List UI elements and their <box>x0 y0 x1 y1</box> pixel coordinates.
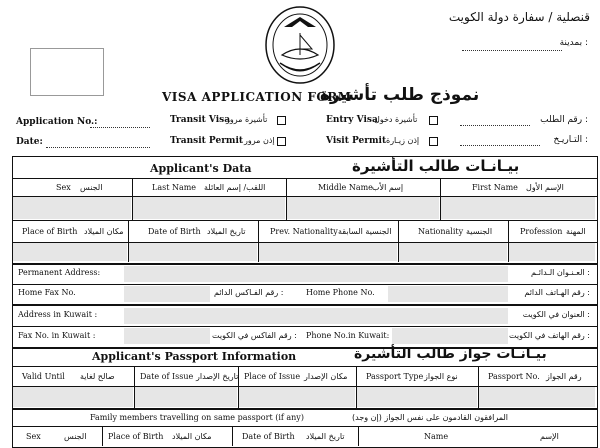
city-label: بمدينة : <box>559 38 588 48</box>
passport-type-label: Passport Type <box>366 372 424 381</box>
form-title-en: VISA APPLICATION FORM <box>162 90 352 104</box>
prev-nationality-label: Prev. Nationality <box>270 227 338 236</box>
family-sex-label-ar: الجنس <box>64 432 87 441</box>
place-of-birth-label-ar: مكان الميلاد <box>84 227 124 236</box>
entry-visa-label-ar: تأشيرة دخول <box>374 115 418 124</box>
profession-label: Profession <box>520 227 563 236</box>
middle-name-label: Middle Name <box>318 183 373 192</box>
middle-name-field[interactable] <box>287 197 439 219</box>
middle-name-label-ar: إسم الأب <box>372 183 404 192</box>
entry-visa-checkbox[interactable] <box>429 116 438 125</box>
transit-permit-label: Transit Permit <box>170 136 244 146</box>
place-of-birth-field[interactable] <box>13 243 127 261</box>
home-fax-label-ar: رقم الفـاكس الدائم : <box>214 288 284 297</box>
sex-label: Sex <box>56 183 71 192</box>
visit-permit-checkbox[interactable] <box>429 137 438 146</box>
passport-no-label-ar: رقم الجواز <box>546 372 582 381</box>
transit-visa-checkbox[interactable] <box>277 116 286 125</box>
valid-until-label-ar: صالح لغاية <box>80 372 115 381</box>
family-place-of-birth-label-ar: مكان الميلاد <box>172 432 212 441</box>
date-of-birth-field[interactable] <box>129 243 257 261</box>
nationality-field[interactable] <box>399 243 507 261</box>
first-name-field[interactable] <box>441 197 595 219</box>
phone-kuwait-label: Phone No.in Kuwait: <box>306 331 390 340</box>
place-of-issue-field[interactable] <box>239 387 355 407</box>
fax-kuwait-label: Fax No. in Kuwait : <box>18 331 96 340</box>
date-of-issue-label: Date of Issue <box>140 372 194 381</box>
photo-box <box>30 48 104 96</box>
home-phone-label-ar: رقم الهـاتف الدائم : <box>524 288 590 297</box>
transit-permit-label-ar: إذن مرور <box>244 136 275 145</box>
profession-field[interactable] <box>509 243 595 261</box>
date-of-issue-label-ar: تاريخ الإصدار <box>196 372 239 381</box>
transit-permit-checkbox[interactable] <box>277 137 286 146</box>
first-name-label: First Name <box>472 183 518 192</box>
application-no-label: Application No.: <box>16 117 98 127</box>
family-name-label-ar: الإسم <box>540 432 559 441</box>
embassy-title: قنصلية / سفارة دولة الكويت <box>448 10 590 24</box>
prev-nationality-label-ar: الجنسية السابقة <box>338 227 392 236</box>
first-name-label-ar: الإسم الأول <box>526 183 564 192</box>
permanent-address-label: Permanent Address: <box>18 268 101 277</box>
address-kuwait-field[interactable] <box>124 308 508 324</box>
home-phone-label: Home Phone No. <box>306 288 375 297</box>
last-name-label-ar: اللقب/ إسم العائلة <box>204 183 266 192</box>
family-date-of-birth-label-ar: تاريخ الميلاد <box>306 432 345 441</box>
application-no-line-ar <box>460 125 530 126</box>
city-line <box>462 50 562 51</box>
visit-permit-label-ar: إذن زيـارة <box>386 136 420 145</box>
home-phone-field[interactable] <box>388 286 508 302</box>
family-place-of-birth-label: Place of Birth <box>108 432 164 441</box>
place-of-birth-label: Place of Birth <box>22 227 78 236</box>
date-label: Date: <box>16 137 43 147</box>
place-of-issue-label-ar: مكان الإصدار <box>304 372 348 381</box>
permanent-address-label-ar: العـنـوان الـدائـم : <box>531 268 590 277</box>
family-sex-label: Sex <box>26 432 41 441</box>
nationality-label-ar: الجنسية <box>466 227 493 236</box>
kuwait-emblem <box>262 3 338 85</box>
form-title-ar: نموذج طلب تأشيرة <box>320 85 480 105</box>
permanent-address-field[interactable] <box>124 266 508 282</box>
applicant-section-title-ar: بيـانـات طالب التأشيرة <box>352 157 520 175</box>
phone-kuwait-field[interactable] <box>392 328 508 344</box>
date-of-issue-field[interactable] <box>135 387 237 407</box>
transit-visa-label: Transit Visa <box>170 115 231 125</box>
passport-type-label-ar: نوع الجواز <box>424 372 458 381</box>
sex-field[interactable] <box>13 197 131 219</box>
family-title-ar: المرافقون القادمون على نفس الجواز (إن وجد) <box>352 413 509 422</box>
profession-label-ar: المهنة <box>566 227 586 236</box>
entry-visa-label: Entry Visa <box>326 115 378 125</box>
date-of-birth-label: Date of Birth <box>148 227 201 236</box>
passport-section-title: Applicant's Passport Information <box>92 350 297 363</box>
family-title: Family members travelling on same passport (if any) <box>90 413 304 422</box>
nationality-label: Nationality <box>418 227 464 236</box>
passport-no-field[interactable] <box>479 387 595 407</box>
phone-kuwait-label-ar: رقم الهاتف في الكويت : <box>509 331 590 340</box>
date-line <box>46 147 150 148</box>
applicant-section-title: Applicant's Data <box>150 162 252 175</box>
visit-permit-label: Visit Permit <box>326 136 387 146</box>
last-name-label: Last Name <box>152 183 197 192</box>
valid-until-field[interactable] <box>13 387 133 407</box>
date-of-birth-label-ar: تاريخ الميلاد <box>207 227 246 236</box>
date-line-ar <box>460 145 540 146</box>
last-name-field[interactable] <box>133 197 285 219</box>
place-of-issue-label: Place of Issue <box>244 372 301 381</box>
application-no-line <box>90 127 150 128</box>
home-fax-field[interactable] <box>124 286 210 302</box>
address-kuwait-label: Address in Kuwait : <box>18 310 98 319</box>
family-name-label: Name <box>424 432 449 441</box>
fax-kuwait-field[interactable] <box>124 328 210 344</box>
family-date-of-birth-label: Date of Birth <box>242 432 295 441</box>
sex-label-ar: الجنس <box>80 183 103 192</box>
valid-until-label: Valid Until <box>22 372 65 381</box>
home-fax-label: Home Fax No. <box>18 288 76 297</box>
passport-type-field[interactable] <box>357 387 477 407</box>
date-label-ar: التـاريـخ : <box>553 135 588 145</box>
application-no-label-ar: رقم الطلب : <box>540 115 588 125</box>
prev-nationality-field[interactable] <box>259 243 397 261</box>
passport-section-title-ar: بيـانـات جواز طالب التأشيرة <box>354 346 547 362</box>
transit-visa-label-ar: تأشيرة مرور <box>226 115 268 124</box>
fax-kuwait-label-ar: رقم الفاكس في الكويت : <box>212 331 297 340</box>
address-kuwait-label-ar: العنوان في الكويت : <box>522 310 590 319</box>
passport-no-label: Passport No. <box>488 372 540 381</box>
